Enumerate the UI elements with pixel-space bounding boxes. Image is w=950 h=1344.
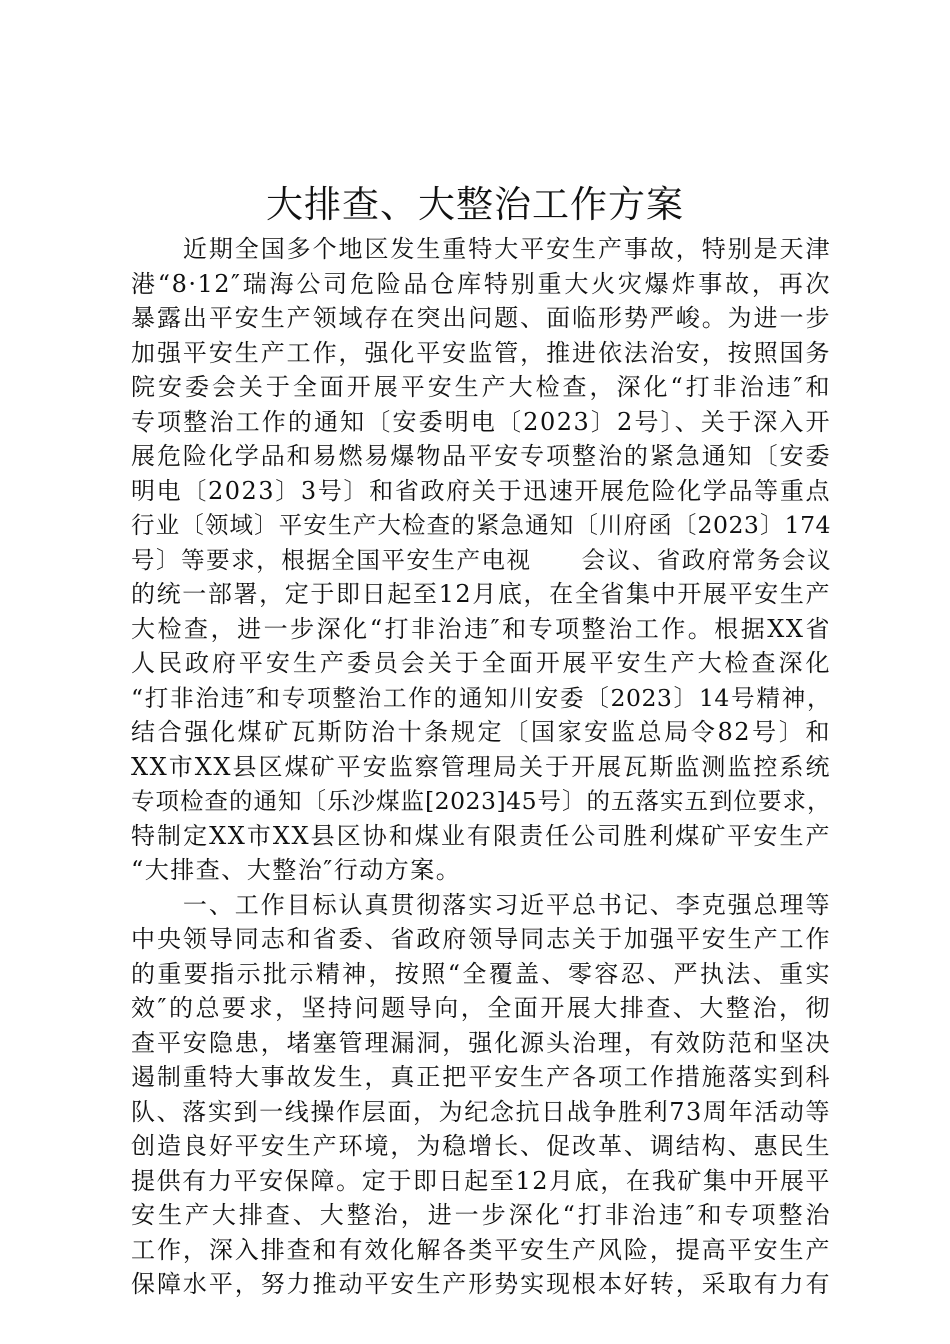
body-line: 中央领导同志和省委、省政府领导同志关于加强平安生产工作 [131, 925, 831, 953]
body-line: 工作，深入排查和有效化解各类平安生产风险，提高平安生产 [131, 1235, 831, 1264]
body-line: 创造良好平安生产环境，为稳增长、促改革、调结构、惠民生 [131, 1132, 831, 1160]
body-line: 一、工作目标认真贯彻落实习近平总书记、李克强总理等 [131, 890, 831, 919]
body-line: 展危险化学品和易燃易爆物品平安专项整治的紧急通知〔安委 [131, 442, 831, 470]
body-line: 明电〔2023〕3号〕和省政府关于迅速开展危险化学品等重点 [131, 476, 831, 505]
body-line: 行业〔领域〕平安生产大检查的紧急通知〔川府函〔2023〕174 [131, 511, 831, 539]
body-line: 港“8·12″瑞海公司危险品仓库特别重大火灾爆炸事故，再次 [131, 269, 831, 298]
body-line: 查平安隐患，堵塞管理漏洞，强化源头治理，有效防范和坚决 [131, 1028, 831, 1057]
body-line: 近期全国多个地区发生重特大平安生产事故，特别是天津 [131, 235, 831, 263]
body-line: 效″的总要求，坚持问题导向，全面开展大排查、大整治，彻 [131, 994, 831, 1022]
body-line: 号〕等要求，根据全国平安生产电视 会议、省政府常务会议 [131, 545, 831, 574]
document-body [131, 232, 831, 1302]
body-line: 大检查，进一步深化“打非治违″和专项整治工作。根据XX省 [131, 614, 831, 643]
body-line: 遏制重特大事故发生，真正把平安生产各项工作措施落实到科 [131, 1063, 831, 1091]
body-line: 结合强化煤矿瓦斯防治十条规定〔国家安监总局令82号〕和 [131, 718, 831, 746]
body-line: 安生产大排查、大整治，进一步深化“打非治违″和专项整治 [131, 1201, 831, 1229]
body-line: XX市XX县区煤矿平安监察管理局关于开展瓦斯监测监控系统 [131, 752, 831, 781]
body-line: 队、落实到一线操作层面，为纪念抗日战争胜利73周年活动等 [131, 1097, 831, 1126]
body-line: 专项整治工作的通知〔安委明电〔2023〕2号〕、关于深入开 [131, 407, 831, 436]
body-line: 人民政府平安生产委员会关于全面开展平安生产大检查深化 [131, 649, 831, 677]
body-line: 加强平安生产工作，强化平安监管，推进依法治安，按照国务 [131, 338, 831, 367]
document-title: 大排查、大整治工作方案 [266, 183, 684, 226]
body-line: “打非治违″和专项整治工作的通知川安委〔2023〕14号精神， [131, 683, 831, 712]
body-line: 提供有力平安保障。定于即日起至12月底，在我矿集中开展平 [131, 1166, 831, 1195]
body-line: “大排查、大整治″行动方案。 [131, 856, 462, 884]
body-line: 的统一部署，定于即日起至12月底，在全省集中开展平安生产 [131, 580, 831, 608]
body-line: 暴露出平安生产领域存在突出问题、面临形势严峻。为进一步 [131, 304, 831, 332]
body-line: 保障水平，努力推动平安生产形势实现根本好转，采取有力有 [131, 1270, 831, 1298]
body-line: 特制定XX市XX县区协和煤业有限责任公司胜利煤矿平安生产 [131, 821, 831, 850]
body-line: 专项检查的通知〔乐沙煤监[2023]45号〕的五落实五到位要求， [131, 787, 831, 815]
body-line: 的重要指示批示精神，按照“全覆盖、零容忍、严执法、重实 [131, 959, 831, 988]
body-line: 院安委会关于全面开展平安生产大检查，深化“打非治违″和 [131, 373, 831, 401]
